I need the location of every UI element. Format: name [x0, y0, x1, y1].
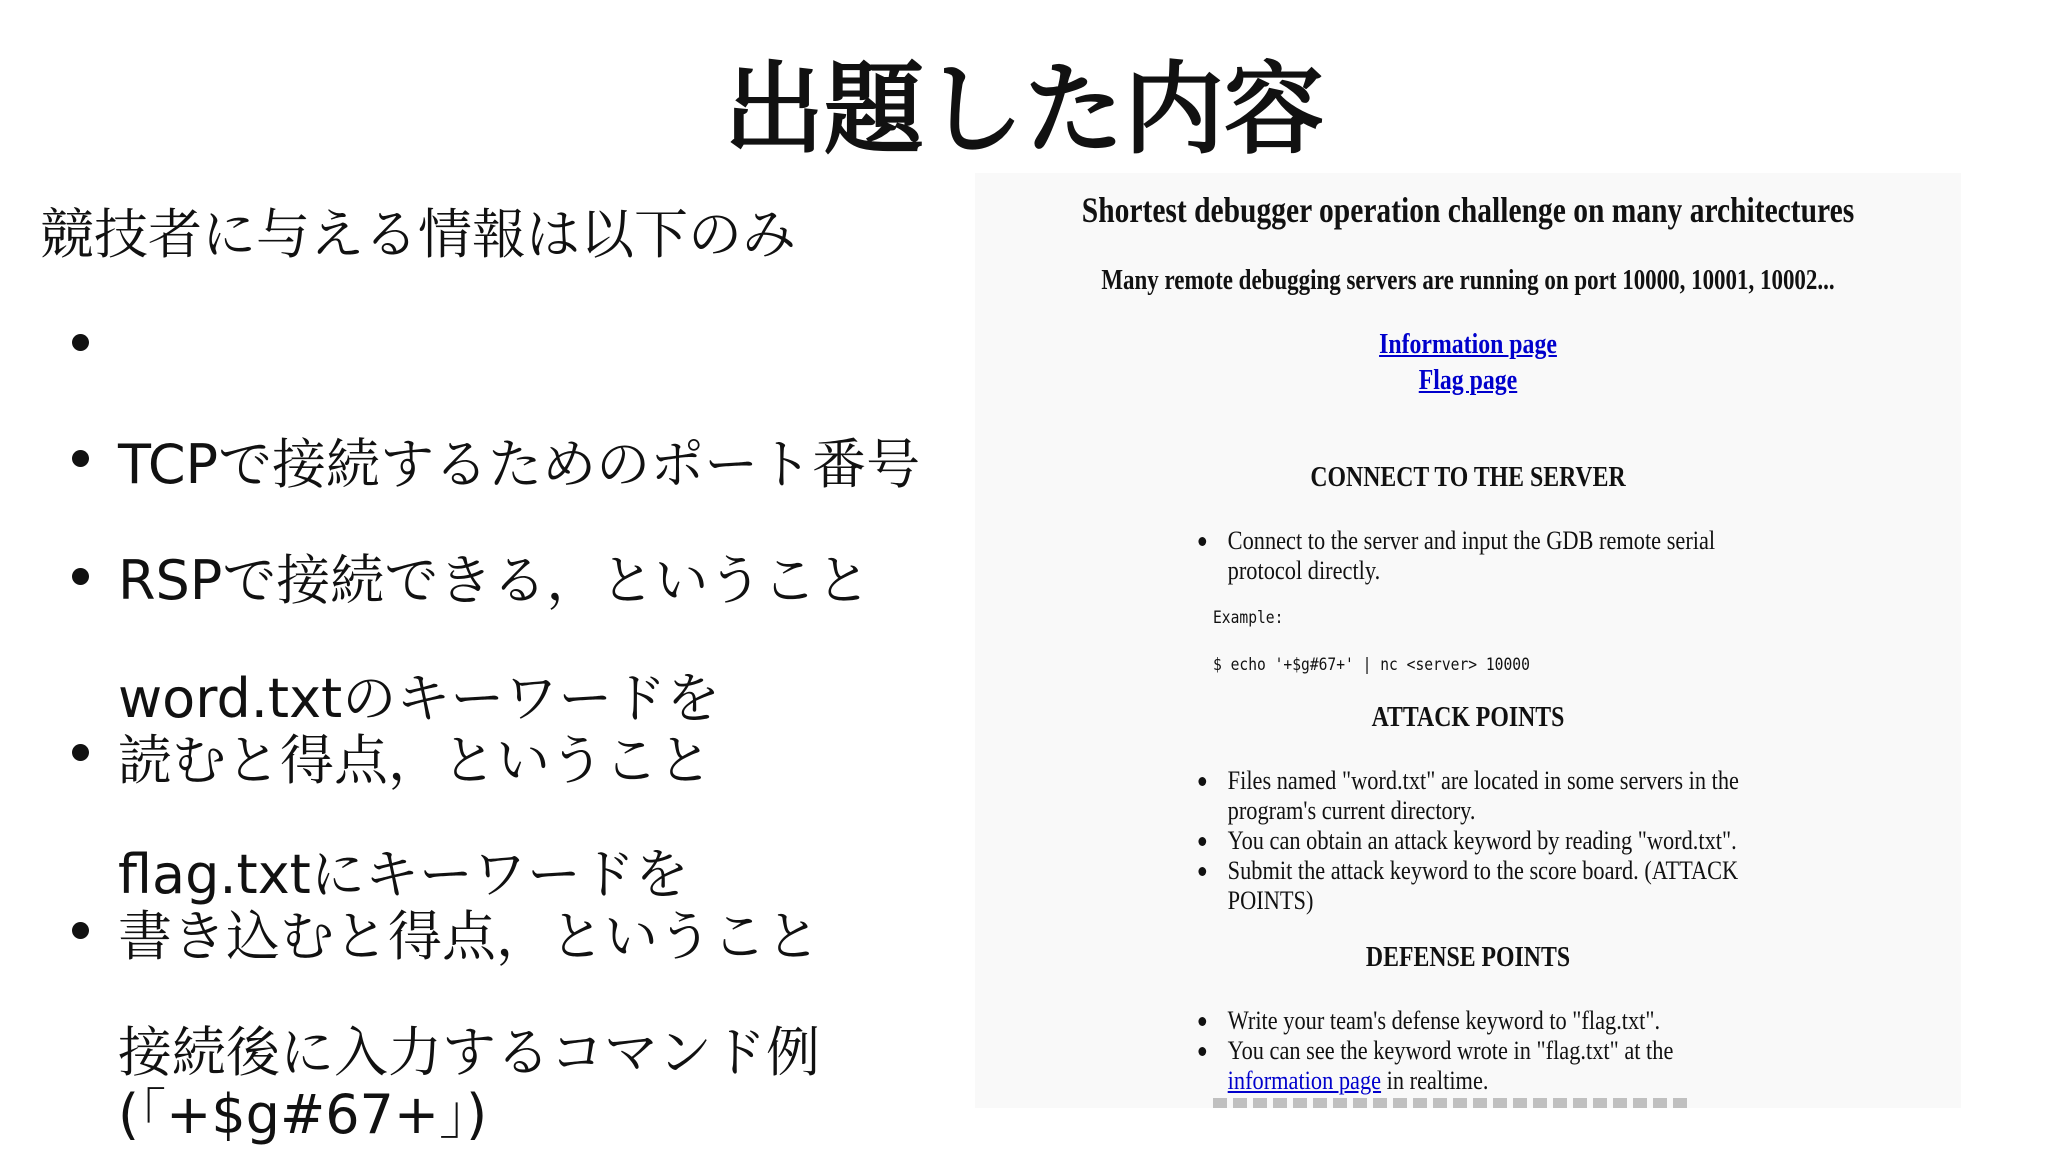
- attack-item: [1195, 826, 1787, 856]
- defense-list: [1195, 1006, 1755, 1096]
- bullet-dot-icon: [72, 334, 89, 351]
- attack-item-text: Submit the attack keyword to the score board. (ATTACK POINTS): [1227, 856, 1739, 915]
- bullet-text: 接続後に入力するコマンド例 (「+$g#67+」): [118, 1021, 820, 1146]
- bullet-dot-icon: [72, 450, 89, 467]
- list-dot-icon: [1198, 837, 1206, 846]
- flag-page-link-wrap: [1049, 365, 1887, 397]
- connect-section-title: CONNECT TO THE SERVER: [1310, 461, 1626, 493]
- bullet-text: RSPで接続できる，ということ: [118, 549, 871, 612]
- connect-item: [1195, 526, 1787, 586]
- bullet-text: TCPで接続するためのポート番号: [118, 433, 921, 496]
- flag-page-link[interactable]: Flag page: [1418, 365, 1518, 396]
- list-dot-icon: [1198, 777, 1206, 786]
- bullet-dot-icon: [72, 922, 89, 939]
- intro-text: 競技者に与える情報は以下のみ: [40, 203, 796, 266]
- cut-off-line: [1213, 1098, 1693, 1108]
- list-dot-icon: [1198, 867, 1206, 876]
- attack-item: [1195, 856, 1787, 916]
- bullet-dot-icon: [72, 568, 89, 585]
- challenge-page-screenshot: [975, 173, 1961, 1108]
- list-dot-icon: [1198, 537, 1206, 546]
- list-dot-icon: [1198, 1017, 1206, 1026]
- bullet-text: flag.txtにキーワードを 書き込むと得点，ということ: [118, 843, 820, 968]
- attack-item: [1195, 766, 1787, 826]
- connect-list: [1195, 526, 1755, 586]
- attack-list: [1195, 766, 1755, 916]
- information-page-link[interactable]: Information page: [1379, 329, 1557, 360]
- connect-item-text: Connect to the server and input the GDB remote serial protocol directly.: [1227, 526, 1716, 585]
- example-command: $ echo '+$g#67+' | nc <server> 10000: [1213, 655, 1530, 675]
- information-page-inline-link[interactable]: information page: [1227, 1066, 1382, 1095]
- example-label: Example:: [1213, 608, 1284, 628]
- bullet-dot-icon: [72, 744, 89, 761]
- bullet-text: word.txtのキーワードを 読むと得点，ということ: [118, 667, 721, 792]
- defense-section-title: DEFENSE POINTS: [1365, 941, 1571, 973]
- defense-item-text: You can see the keyword wrote in "flag.txt" at the: [1227, 1036, 1674, 1065]
- defense-item: [1195, 1006, 1787, 1036]
- slide-title: 出題した内容: [724, 51, 1324, 168]
- information-page-link-wrap: [1049, 329, 1887, 361]
- defense-item-text: Write your team's defense keyword to "flag.txt".: [1227, 1006, 1661, 1035]
- attack-item-text: You can obtain an attack keyword by reading "word.txt".: [1227, 826, 1737, 855]
- page-heading: Shortest debugger operation challenge on many architectures: [1081, 190, 1855, 230]
- attack-item-text: Files named "word.txt" are located in some servers in the program's current directory.: [1227, 766, 1739, 825]
- list-dot-icon: [1198, 1047, 1206, 1056]
- attack-section-title: ATTACK POINTS: [1371, 701, 1565, 733]
- page-subheading: Many remote debugging servers are running on port 10000, 10001, 10002...: [1101, 265, 1835, 296]
- bullet-item: [40, 898, 960, 1146]
- defense-item: [1195, 1036, 1787, 1096]
- defense-link-suffix: in realtime.: [1381, 1066, 1489, 1095]
